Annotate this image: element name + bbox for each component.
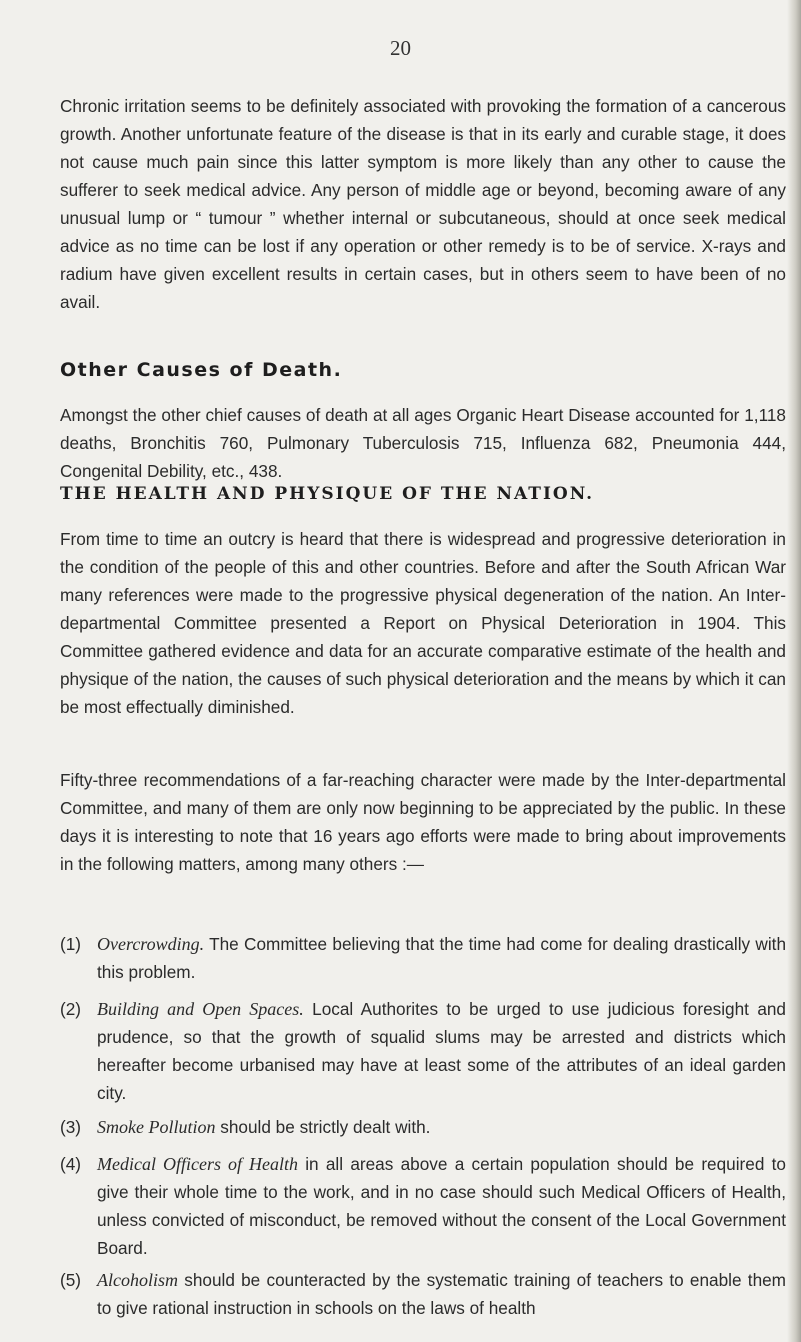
paragraph-text: Fifty-three recommendations of a far-reaching character were made by the Inter-departmental Committee, and many of them are only now beginning to be appreciated by the public. In these days it is interesting to note that 16 years ago efforts were made to bring about improvements in the following matters, among many others :— [60,770,786,874]
paragraph-causes [60,401,786,485]
list-number: (5) [60,1270,82,1290]
paragraph-text: Chronic irritation seems to be definitely associated with provoking the formation of a cancerous growth. Another unfortunate feature of the disease is that in its early and curable stage, it does not cause much pain since this latter symptom is more likely than any other to cause the sufferer to seek medical advice. Any person of middle age or beyond, becoming aware of any unusual lump or “ tumour ” whether internal or subcutaneous, should at once seek medical advice as no time can be lost if any operation or other remedy is to be of service. X-rays and radium have given excellent results in certain cases, but in others seem to have been of no avail. [60,96,786,312]
paragraph-text: From time to time an outcry is heard that there is widespread and progressive deterioration in the condition of the people of this and other countries. Before and after the South African War many references were made to the progressive physical degeneration of the nation. An Inter-departmental Committee presented a Report on Physical Deterioration in 1904. This Committee gathered evidence and data for an accurate comparative estimate of the health and physique of the nation, the causes of such physical deterioration and the means by which it can be most effectually diminished. [60,529,786,717]
list-number: (1) [60,934,82,954]
list-number: (4) [60,1154,82,1174]
paragraph-cancer [60,92,786,316]
page-number: 20 [390,36,411,60]
list-number: (2) [60,999,82,1019]
list-lead: Medical Officers of Health [97,1154,298,1174]
list-item-building [60,995,786,1107]
heading-health-physique: THE HEALTH AND PHYSIQUE OF THE NATION. [60,484,595,504]
list-number: (3) [60,1117,82,1137]
list-lead: Alcoholism [97,1270,178,1290]
list-lead: Overcrowding. [97,934,205,954]
heading-other-causes: Other Causes of Death. [60,359,343,381]
list-text: should be counteracted by the systematic training of teachers to enable them to give rational instruction in schools on the laws of health [97,1270,786,1318]
list-text: Local Authorites to be urged to use judicious foresight and prudence, so that the growth of squalid slums may be arrested and districts which hereafter become urbanised may have at least some of the attributes of an ideal garden city. [97,999,786,1103]
list-item-medical-officers [60,1150,786,1262]
list-item-smoke [60,1113,786,1141]
page-edge-shadow [787,0,801,1342]
list-text: The Committee believing that the time had come for dealing drastically with this problem. [97,934,786,982]
list-item-overcrowding [60,930,786,986]
list-text: in all areas above a certain population should be required to give their whole time to the work, and in no case should such Medical Officers of Health, unless convicted of misconduct, be removed without the consent of the Local Government Board. [97,1154,786,1258]
paragraph-deterioration [60,525,786,721]
list-text: should be strictly dealt with. [215,1117,431,1137]
list-lead: Smoke Pollution [97,1117,216,1137]
paragraph-recommendations [60,766,786,878]
paragraph-text: Amongst the other chief causes of death at all ages Organic Heart Disease accounted for 1,118 deaths, Bronchitis 760, Pulmonary Tuberculosis 715, Influenza 682, Pneumonia 444, Congenital Debility, etc., 438. [60,405,786,481]
list-lead: Building and Open Spaces. [97,999,304,1019]
list-item-alcoholism [60,1266,786,1322]
